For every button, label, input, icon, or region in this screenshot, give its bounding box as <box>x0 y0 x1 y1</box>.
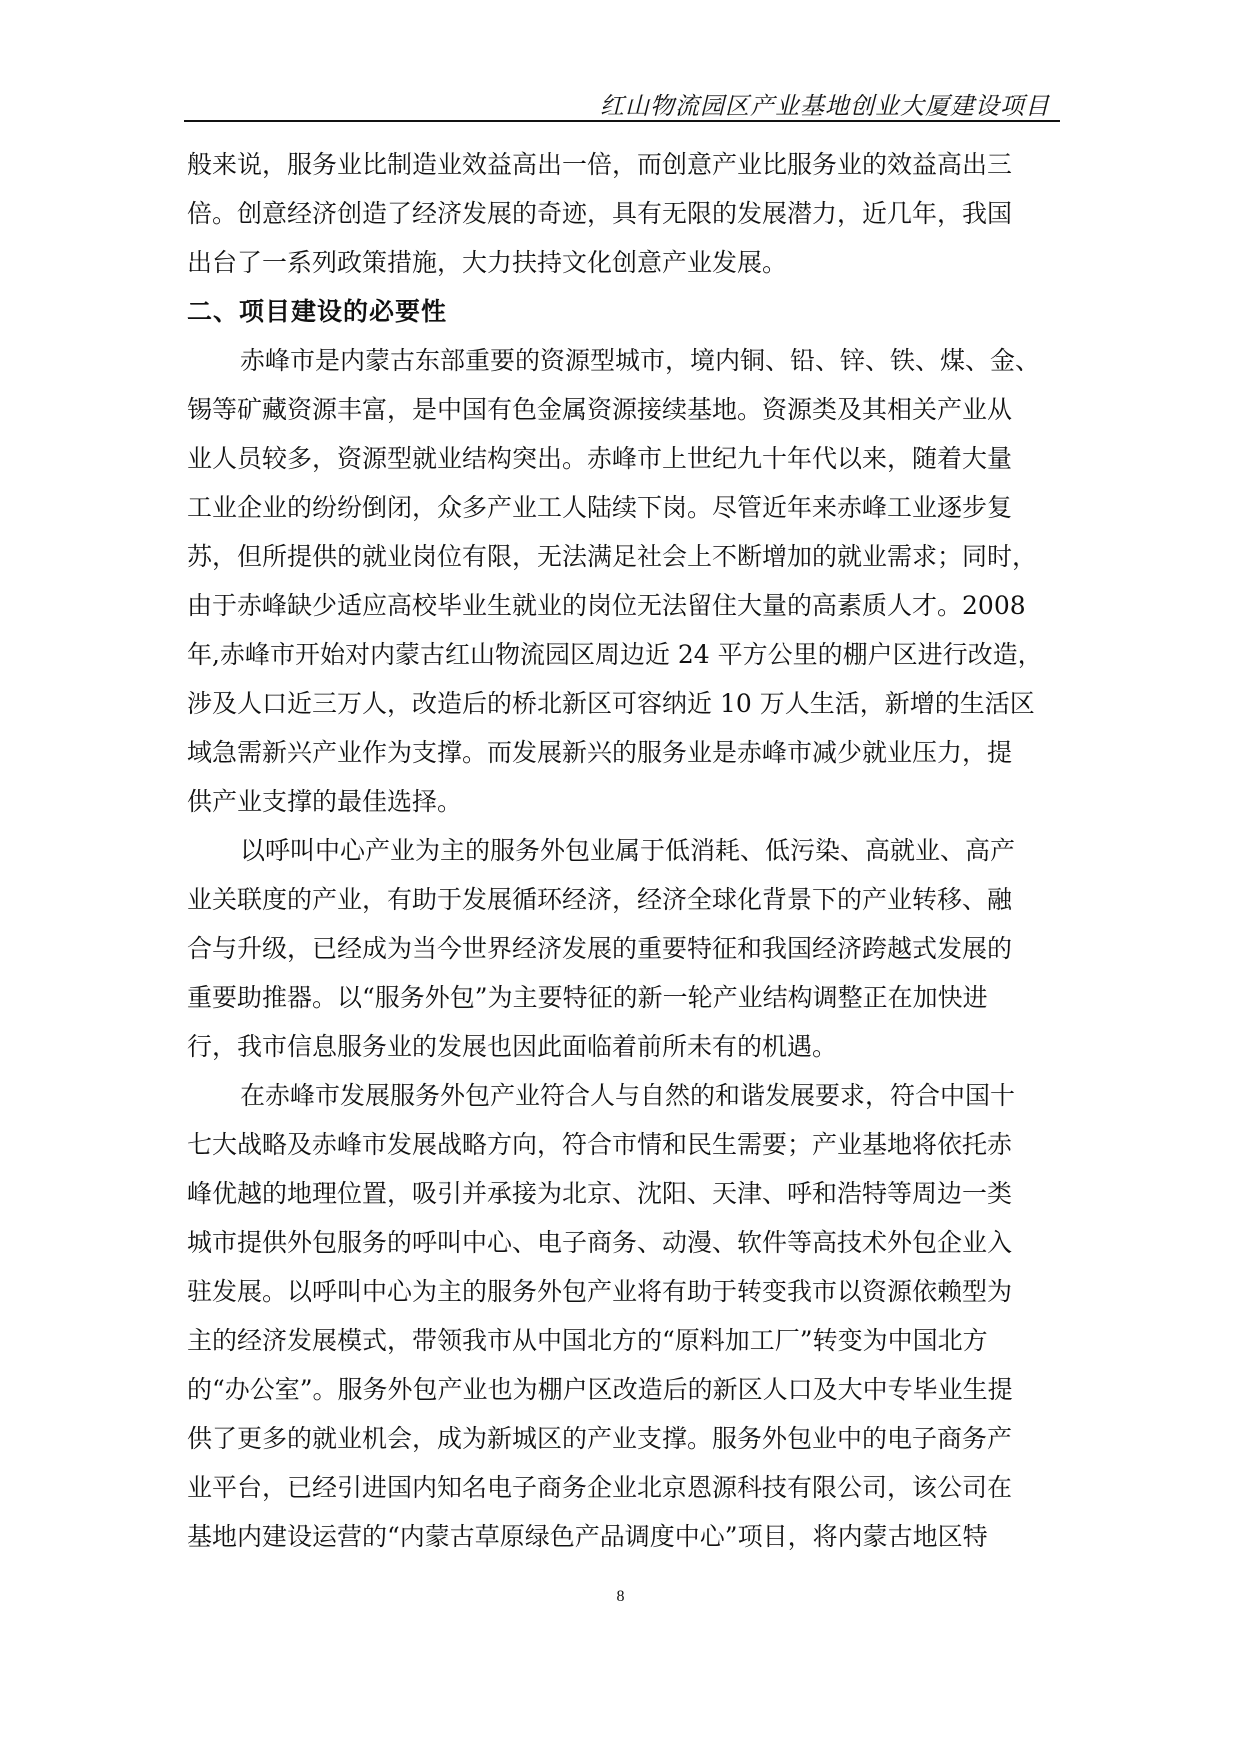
body-text <box>187 140 1055 1561</box>
page-number: 8 <box>616 1588 625 1605</box>
text-line: 七大战略及赤峰市发展战略方向，符合市情和民生需要；产业基地将依托赤 <box>187 1130 1013 1159</box>
text-line: 工业企业的纷纷倒闭，众多产业工人陆续下岗。尽管近年来赤峰工业逐步复 <box>187 493 1013 522</box>
text-line: 基地内建设运营的“内蒙古草原绿色产品调度中心”项目，将内蒙古地区特 <box>187 1522 988 1551</box>
text-line: 驻发展。以呼叫中心为主的服务外包产业将有助于转变我市以资源依赖型为 <box>187 1277 1013 1306</box>
text-line: 的“办公室”。服务外包产业也为棚户区改造后的新区人口及大中专毕业生提 <box>187 1375 1013 1404</box>
text-line: 在赤峰市发展服务外包产业符合人与自然的和谐发展要求，符合中国十 <box>240 1081 1016 1110</box>
page-header <box>184 84 1060 122</box>
text-line: 赤峰市是内蒙古东部重要的资源型城市，境内铜、铅、锌、铁、煤、金、 <box>240 346 1041 375</box>
text-line: 行，我市信息服务业的发展也因此面临着前所未有的机遇。 <box>187 1032 838 1061</box>
text-line: 峰优越的地理位置，吸引并承接为北京、沈阳、天津、呼和浩特等周边一类 <box>187 1179 1013 1208</box>
text-line: 年,赤峰市开始对内蒙古红山物流园区周边近 24 平方公里的棚户区进行改造， <box>187 640 1043 669</box>
text-line: 城市提供外包服务的呼叫中心、电子商务、动漫、软件等高技术外包企业入 <box>187 1228 1013 1257</box>
text-line: 供了更多的就业机会，成为新城区的产业支撑。服务外包业中的电子商务产 <box>187 1424 1013 1453</box>
header-rule <box>184 120 1060 122</box>
text-line: 业关联度的产业，有助于发展循环经济，经济全球化背景下的产业转移、融 <box>187 885 1013 914</box>
text-line: 以呼叫中心产业为主的服务外包业属于低消耗、低污染、高就业、高产 <box>240 836 1016 865</box>
text-line: 苏，但所提供的就业岗位有限，无法满足社会上不断增加的就业需求；同时， <box>187 542 1038 571</box>
text-line: 业人员较多，资源型就业结构突出。赤峰市上世纪九十年代以来，随着大量 <box>187 444 1013 473</box>
header-title: 红山物流园区产业基地创业大厦建设项目 <box>600 92 1050 120</box>
text-line: 由于赤峰缺少适应高校毕业生就业的岗位无法留住大量的高素质人才。2008 <box>187 591 1026 620</box>
text-line: 出台了一系列政策措施，大力扶持文化创意产业发展。 <box>187 248 788 277</box>
text-line: 供产业支撑的最佳选择。 <box>187 787 463 816</box>
text-line: 域急需新兴产业作为支撑。而发展新兴的服务业是赤峰市减少就业压力，提 <box>187 738 1013 767</box>
text-line: 锡等矿藏资源丰富，是中国有色金属资源接续基地。资源类及其相关产业从 <box>187 395 1013 424</box>
section-heading: 二、项目建设的必要性 <box>187 297 448 326</box>
text-line: 倍。创意经济创造了经济发展的奇迹，具有无限的发展潜力，近几年，我国 <box>187 199 1013 228</box>
text-line: 涉及人口近三万人，改造后的桥北新区可容纳近 10 万人生活，新增的生活区 <box>187 689 1035 718</box>
text-line: 般来说，服务业比制造业效益高出一倍，而创意产业比服务业的效益高出三 <box>187 150 1013 179</box>
text-line: 主的经济发展模式，带领我市从中国北方的“原料加工厂”转变为中国北方 <box>187 1326 988 1355</box>
text-line: 业平台，已经引进国内知名电子商务企业北京恩源科技有限公司，该公司在 <box>187 1473 1013 1502</box>
text-line: 合与升级，已经成为当今世界经济发展的重要特征和我国经济跨越式发展的 <box>187 934 1013 963</box>
text-line: 重要助推器。以“服务外包”为主要特征的新一轮产业结构调整正在加快进 <box>187 983 988 1012</box>
